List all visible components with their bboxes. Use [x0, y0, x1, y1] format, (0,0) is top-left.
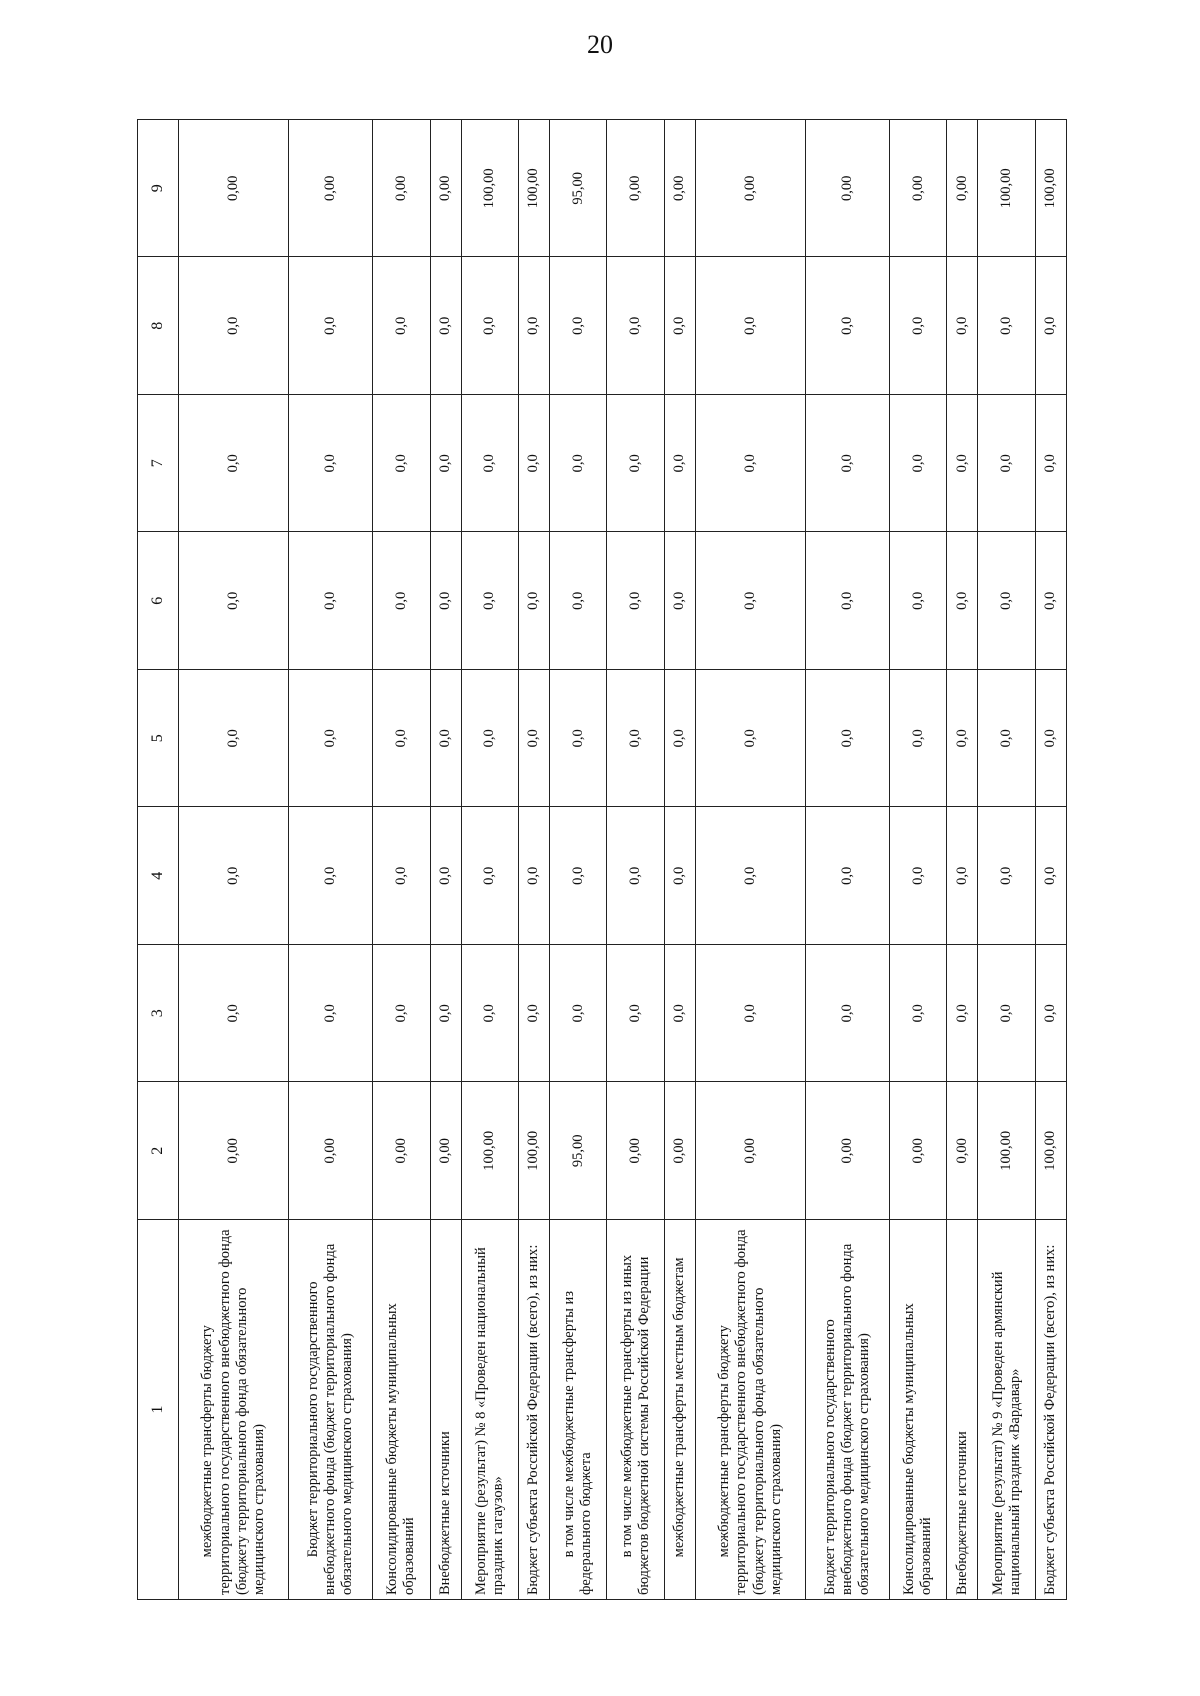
row-label-text: Бюджет субъекта Российской Федерации (всего), из них: [1042, 1244, 1059, 1595]
value-cell-col-6: 0,0 [607, 532, 664, 670]
value-cell-col-5: 0,0 [430, 670, 461, 808]
value-cell-col-3: 0,0 [430, 945, 461, 1083]
value-cell-col-7: 0,0 [806, 395, 890, 533]
value-cell-col-5: 0,0 [1035, 670, 1066, 808]
value-cell-col-9: 0,00 [695, 120, 805, 258]
value-cell-col-4: 0,0 [430, 807, 461, 945]
value-cell-col-8: 0,0 [890, 257, 947, 395]
value-cell-col-8: 0,0 [1035, 257, 1066, 395]
table-row [430, 120, 461, 1600]
row-label [373, 1220, 430, 1600]
value-cell-col-9: 0,00 [664, 120, 695, 258]
value-cell-col-4: 0,0 [550, 807, 607, 945]
value-cell-col-9: 0,00 [890, 120, 947, 258]
value-cell-col-7: 0,0 [550, 395, 607, 533]
column-header-6: 6 [138, 532, 179, 670]
row-label [550, 1220, 607, 1600]
table-row [890, 120, 947, 1600]
value-cell-col-2: 0,00 [664, 1082, 695, 1220]
value-cell-col-9: 100,00 [518, 120, 549, 258]
value-cell-col-8: 0,0 [947, 257, 978, 395]
value-cell-col-8: 0,0 [806, 257, 890, 395]
value-cell-col-3: 0,0 [664, 945, 695, 1083]
value-cell-col-3: 0,0 [289, 945, 373, 1083]
value-cell-col-3: 0,0 [518, 945, 549, 1083]
value-cell-col-3: 0,0 [695, 945, 805, 1083]
value-cell-col-8: 0,0 [179, 257, 289, 395]
value-cell-col-2: 0,00 [695, 1082, 805, 1220]
table-row [461, 120, 518, 1600]
value-cell-col-7: 0,0 [695, 395, 805, 533]
row-label [890, 1220, 947, 1600]
table-row [607, 120, 664, 1600]
value-cell-col-6: 0,0 [947, 532, 978, 670]
value-cell-col-8: 0,0 [430, 257, 461, 395]
value-cell-col-7: 0,0 [373, 395, 430, 533]
value-cell-col-2: 0,00 [373, 1082, 430, 1220]
value-cell-col-6: 0,0 [289, 532, 373, 670]
column-header-1: 1 [138, 1220, 179, 1600]
row-label-text: Мероприятие (результат) № 8 «Проведен национальный праздник гагаузов» [472, 1247, 506, 1595]
value-cell-col-5: 0,0 [806, 670, 890, 808]
value-cell-col-2: 0,00 [806, 1082, 890, 1220]
value-cell-col-9: 0,00 [373, 120, 430, 258]
value-cell-col-3: 0,0 [947, 945, 978, 1083]
value-cell-col-5: 0,0 [890, 670, 947, 808]
budget-table [137, 119, 1067, 1600]
column-header-9: 9 [138, 120, 179, 258]
value-cell-col-2: 100,00 [1035, 1082, 1066, 1220]
row-label-text: Бюджет субъекта Российской Федерации (всего), из них: [525, 1244, 542, 1595]
value-cell-col-2: 0,00 [607, 1082, 664, 1220]
value-cell-col-6: 0,0 [461, 532, 518, 670]
value-cell-col-5: 0,0 [373, 670, 430, 808]
value-cell-col-8: 0,0 [461, 257, 518, 395]
value-cell-col-3: 0,0 [461, 945, 518, 1083]
value-cell-col-6: 0,0 [664, 532, 695, 670]
row-label [518, 1220, 549, 1600]
row-label-text: Бюджет территориального государственного внебюджетного фонда (бюджет территориального фонда обязательного медицинского страхования) [821, 1243, 873, 1595]
value-cell-col-7: 0,0 [890, 395, 947, 533]
value-cell-col-9: 100,00 [461, 120, 518, 258]
row-label [695, 1220, 805, 1600]
value-cell-col-2: 100,00 [461, 1082, 518, 1220]
value-cell-col-7: 0,0 [978, 395, 1035, 533]
value-cell-col-3: 0,0 [890, 945, 947, 1083]
value-cell-col-9: 0,00 [806, 120, 890, 258]
value-cell-col-3: 0,0 [550, 945, 607, 1083]
row-label-text: в том числе межбюджетные трансферты из федерального бюджета [561, 1291, 595, 1595]
value-cell-col-4: 0,0 [806, 807, 890, 945]
value-cell-col-7: 0,0 [1035, 395, 1066, 533]
column-header-8: 8 [138, 257, 179, 395]
value-cell-col-7: 0,0 [607, 395, 664, 533]
value-cell-col-7: 0,0 [461, 395, 518, 533]
value-cell-col-6: 0,0 [806, 532, 890, 670]
value-cell-col-4: 0,0 [695, 807, 805, 945]
value-cell-col-3: 0,0 [179, 945, 289, 1083]
table-row [179, 120, 289, 1600]
row-label [607, 1220, 664, 1600]
value-cell-col-5: 0,0 [289, 670, 373, 808]
row-label [1035, 1220, 1066, 1600]
value-cell-col-3: 0,0 [1035, 945, 1066, 1083]
page-number: 20 [587, 30, 613, 59]
value-cell-col-4: 0,0 [978, 807, 1035, 945]
table-row [664, 120, 695, 1600]
row-label [461, 1220, 518, 1600]
table-row [550, 120, 607, 1600]
value-cell-col-4: 0,0 [518, 807, 549, 945]
value-cell-col-2: 0,00 [179, 1082, 289, 1220]
table-row [518, 120, 549, 1600]
value-cell-col-4: 0,0 [890, 807, 947, 945]
table-row [289, 120, 373, 1600]
value-cell-col-8: 0,0 [978, 257, 1035, 395]
value-cell-col-4: 0,0 [664, 807, 695, 945]
value-cell-col-2: 0,00 [430, 1082, 461, 1220]
value-cell-col-5: 0,0 [695, 670, 805, 808]
table-row [947, 120, 978, 1600]
row-label-text: Бюджет территориального государственного внебюджетного фонда (бюджет территориального фонда обязательного медицинского страхования) [304, 1243, 356, 1595]
value-cell-col-6: 0,0 [978, 532, 1035, 670]
value-cell-col-2: 100,00 [978, 1082, 1035, 1220]
value-cell-col-8: 0,0 [373, 257, 430, 395]
value-cell-col-8: 0,0 [695, 257, 805, 395]
value-cell-col-9: 100,00 [1035, 120, 1066, 258]
row-label [806, 1220, 890, 1600]
value-cell-col-6: 0,0 [1035, 532, 1066, 670]
value-cell-col-4: 0,0 [947, 807, 978, 945]
row-label [179, 1220, 289, 1600]
value-cell-col-9: 0,00 [179, 120, 289, 258]
value-cell-col-4: 0,0 [1035, 807, 1066, 945]
value-cell-col-7: 0,0 [664, 395, 695, 533]
row-label-text: Консолидированные бюджеты муниципальных образований [901, 1303, 935, 1595]
column-header-5: 5 [138, 670, 179, 808]
table-row [806, 120, 890, 1600]
row-label-text: в том числе межбюджетные трансферты из иных бюджетов бюджетной системы Российской Федерации [618, 1254, 652, 1595]
value-cell-col-3: 0,0 [607, 945, 664, 1083]
value-cell-col-8: 0,0 [607, 257, 664, 395]
value-cell-col-9: 95,00 [550, 120, 607, 258]
value-cell-col-9: 0,00 [289, 120, 373, 258]
row-label [947, 1220, 978, 1600]
table-row [695, 120, 805, 1600]
row-label-text: Консолидированные бюджеты муниципальных образований [384, 1303, 418, 1595]
value-cell-col-2: 0,00 [890, 1082, 947, 1220]
value-cell-col-7: 0,0 [947, 395, 978, 533]
value-cell-col-7: 0,0 [289, 395, 373, 533]
value-cell-col-5: 0,0 [518, 670, 549, 808]
value-cell-col-8: 0,0 [550, 257, 607, 395]
value-cell-col-5: 0,0 [978, 670, 1035, 808]
value-cell-col-3: 0,0 [978, 945, 1035, 1083]
column-header-2: 2 [138, 1082, 179, 1220]
value-cell-col-5: 0,0 [179, 670, 289, 808]
column-header-3: 3 [138, 945, 179, 1083]
value-cell-col-6: 0,0 [518, 532, 549, 670]
column-header-7: 7 [138, 395, 179, 533]
value-cell-col-5: 0,0 [664, 670, 695, 808]
value-cell-col-9: 0,00 [947, 120, 978, 258]
value-cell-col-9: 0,00 [607, 120, 664, 258]
row-label-text: межбюджетные трансферты местным бюджетам [671, 1257, 688, 1558]
row-label-text: Мероприятие (результат) № 9 «Проведен армянский национальный праздник «Вардавар» [989, 1271, 1023, 1595]
value-cell-col-6: 0,0 [550, 532, 607, 670]
value-cell-col-2: 95,00 [550, 1082, 607, 1220]
value-cell-col-5: 0,0 [947, 670, 978, 808]
value-cell-col-4: 0,0 [289, 807, 373, 945]
value-cell-col-6: 0,0 [430, 532, 461, 670]
value-cell-col-7: 0,0 [430, 395, 461, 533]
value-cell-col-4: 0,0 [179, 807, 289, 945]
value-cell-col-6: 0,0 [179, 532, 289, 670]
table-row [1035, 120, 1066, 1600]
value-cell-col-4: 0,0 [373, 807, 430, 945]
value-cell-col-2: 100,00 [518, 1082, 549, 1220]
value-cell-col-8: 0,0 [664, 257, 695, 395]
value-cell-col-8: 0,0 [289, 257, 373, 395]
value-cell-col-4: 0,0 [607, 807, 664, 945]
row-label [978, 1220, 1035, 1600]
value-cell-col-7: 0,0 [179, 395, 289, 533]
rotated-table-container [137, 120, 1067, 1600]
value-cell-col-5: 0,0 [607, 670, 664, 808]
value-cell-col-8: 0,0 [518, 257, 549, 395]
value-cell-col-5: 0,0 [461, 670, 518, 808]
column-header-4: 4 [138, 807, 179, 945]
row-label-text: межбюджетные трансферты бюджету территориального государственного внебюджетного фонда (бюджету территориального фонда обязательного медицинского страхования) [199, 1229, 267, 1595]
row-label [430, 1220, 461, 1600]
value-cell-col-3: 0,0 [373, 945, 430, 1083]
value-cell-col-6: 0,0 [373, 532, 430, 670]
row-label-text: межбюджетные трансферты бюджету территориального государственного внебюджетного фонда (бюджету территориального фонда обязательного медицинского страхования) [716, 1229, 784, 1595]
row-label-text: Внебюджетные источники [953, 1431, 970, 1595]
row-label-text: Внебюджетные источники [436, 1431, 453, 1595]
value-cell-col-7: 0,0 [518, 395, 549, 533]
value-cell-col-6: 0,0 [695, 532, 805, 670]
table-row [978, 120, 1035, 1600]
value-cell-col-9: 100,00 [978, 120, 1035, 258]
table-body [179, 120, 1067, 1600]
value-cell-col-6: 0,0 [890, 532, 947, 670]
value-cell-col-3: 0,0 [806, 945, 890, 1083]
value-cell-col-9: 0,00 [430, 120, 461, 258]
row-label [289, 1220, 373, 1600]
row-label [664, 1220, 695, 1600]
header-row [138, 120, 179, 1600]
value-cell-col-2: 0,00 [289, 1082, 373, 1220]
value-cell-col-5: 0,0 [550, 670, 607, 808]
value-cell-col-2: 0,00 [947, 1082, 978, 1220]
value-cell-col-4: 0,0 [461, 807, 518, 945]
table-row [373, 120, 430, 1600]
